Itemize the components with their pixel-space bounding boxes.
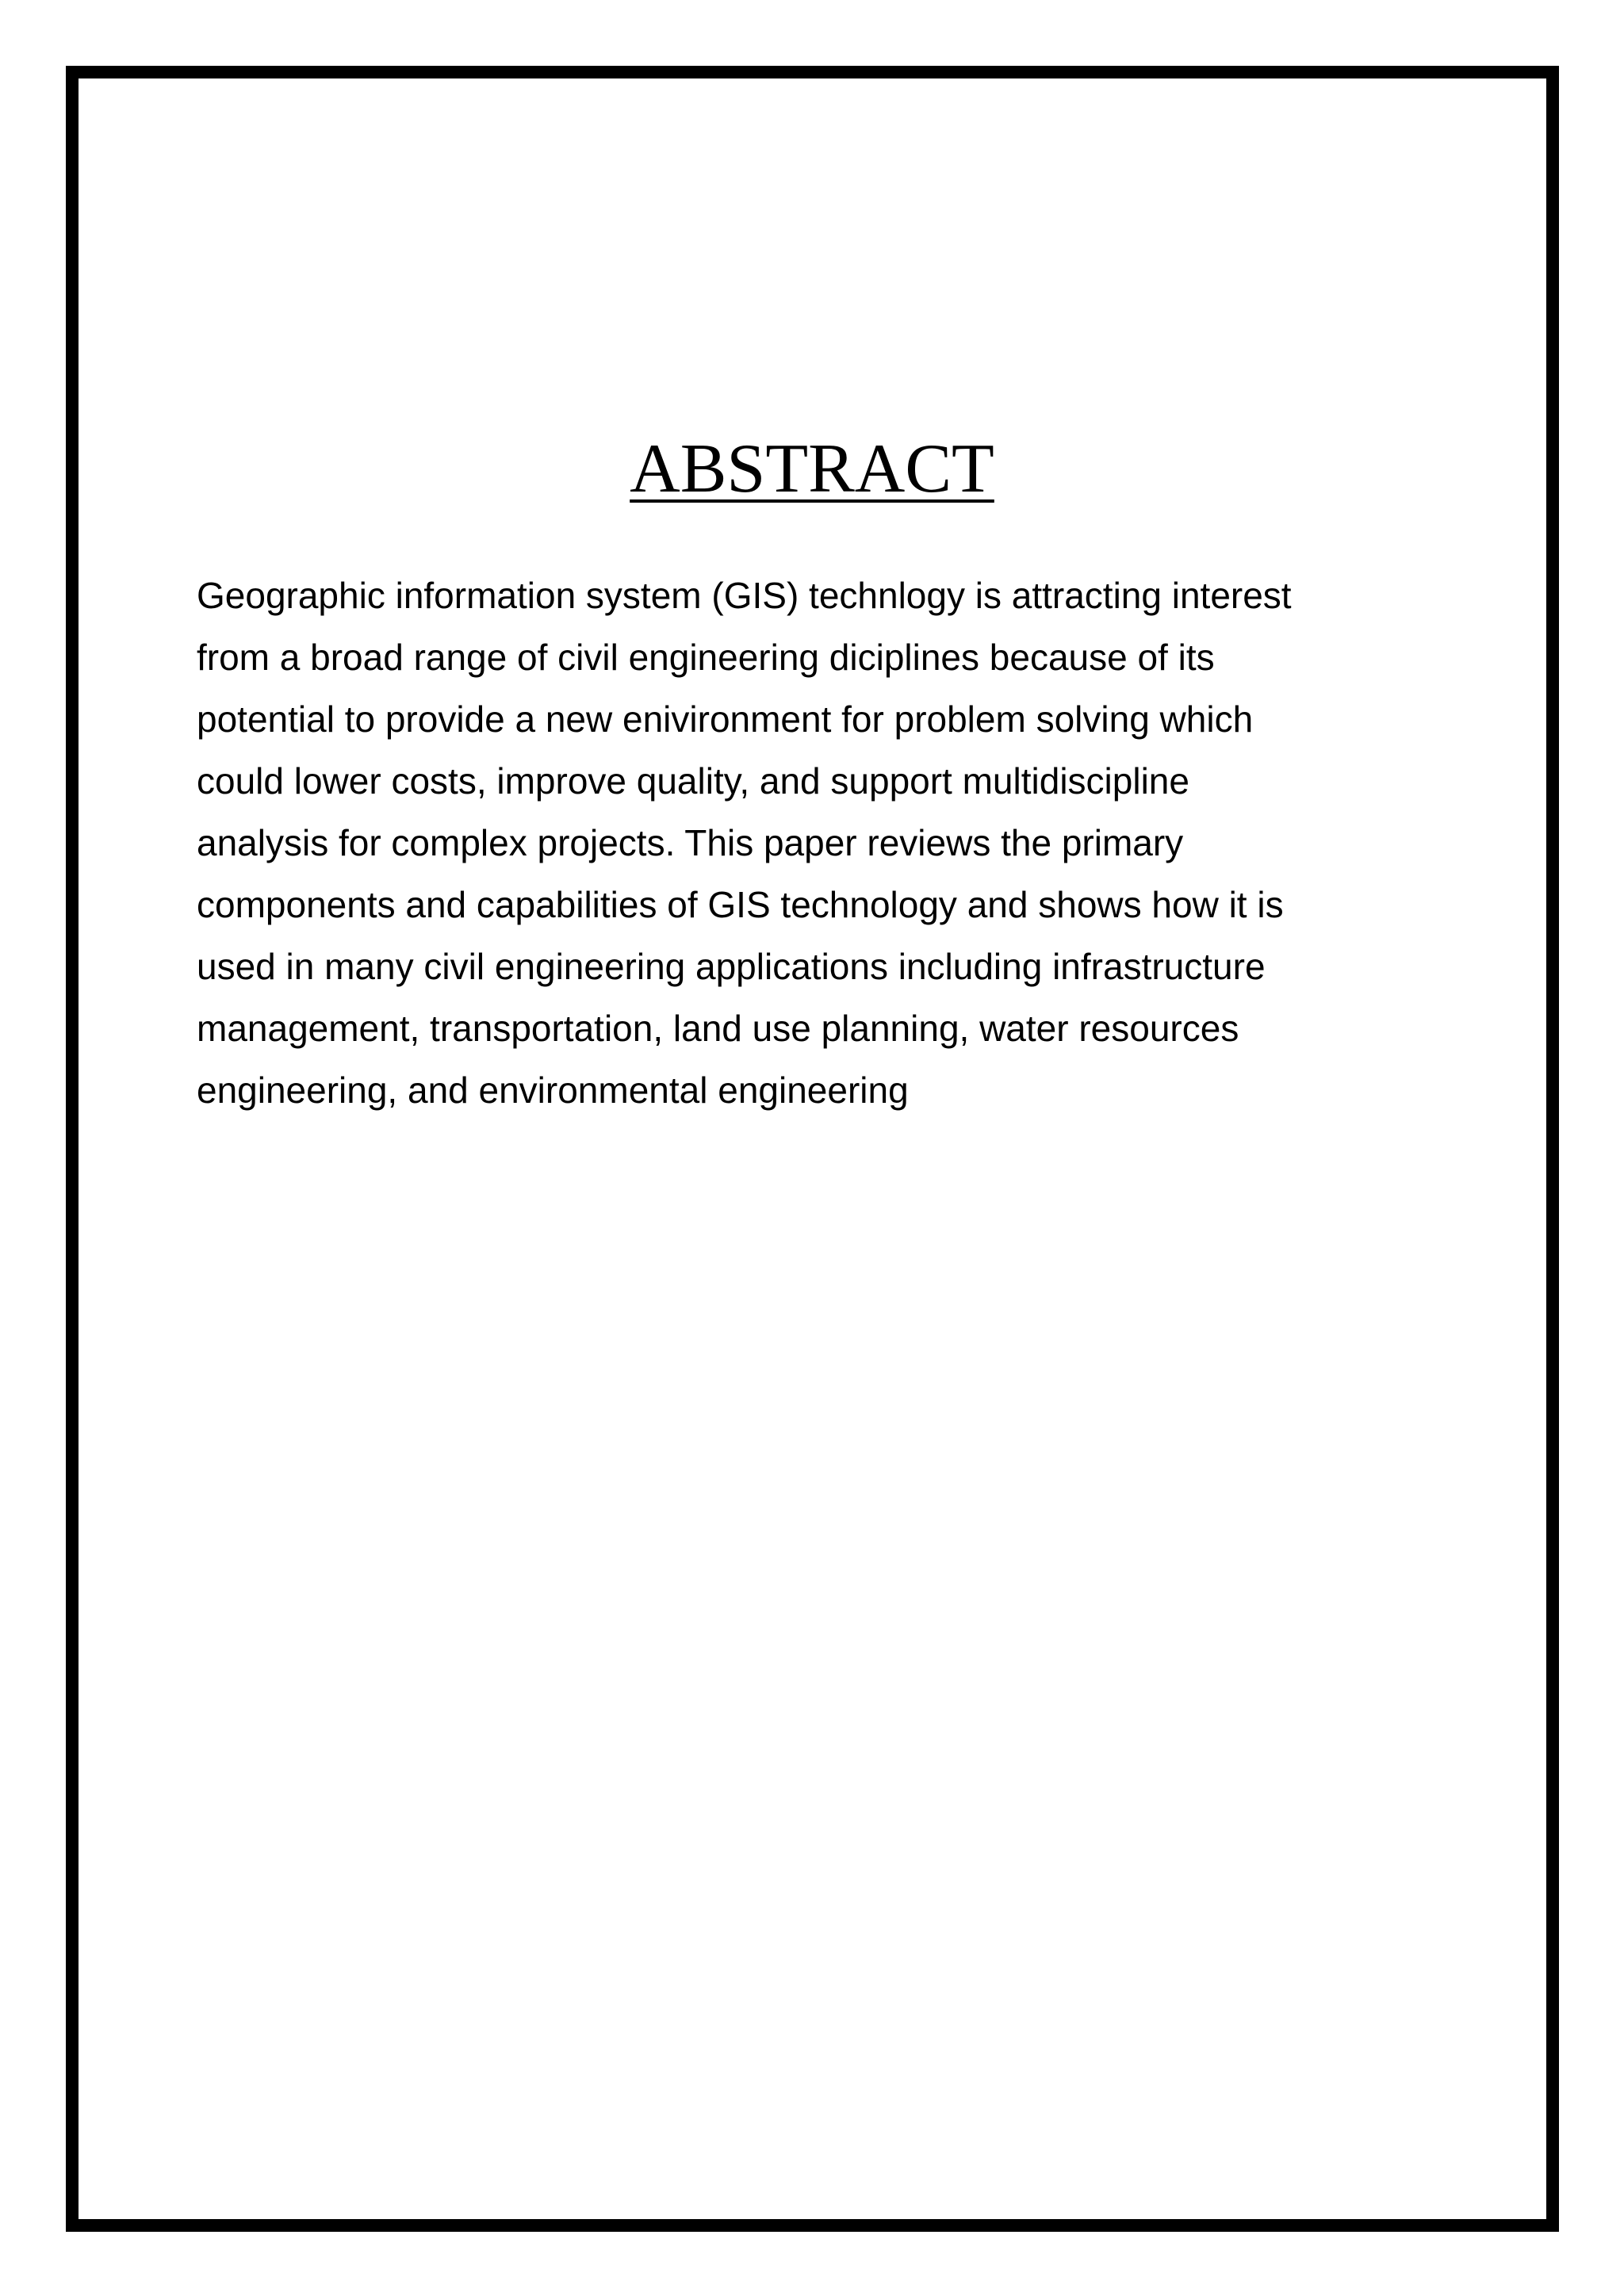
- abstract-line: Geographic information system (GIS) technlogy is attracting interest: [197, 575, 1292, 616]
- abstract-line: engineering, and environmental engineering: [197, 1070, 909, 1111]
- abstract-line: potential to provide a new enivironment for problem solving which: [197, 698, 1254, 740]
- abstract-line: analysis for complex projects. This paper reviews the primary: [197, 822, 1184, 863]
- abstract-heading: [0, 430, 1624, 507]
- page-border: [66, 66, 1559, 2232]
- abstract-body: [197, 564, 1434, 1121]
- abstract-line: used in many civil engineering applications including infrastructure: [197, 946, 1266, 987]
- abstract-line: management, transportation, land use planning, water resources: [197, 1008, 1239, 1049]
- abstract-line: could lower costs, improve quality, and support multidiscipline: [197, 760, 1189, 802]
- abstract-line: from a broad range of civil engineering diciplines because of its: [197, 637, 1215, 678]
- abstract-line: components and capabilities of GIS technology and shows how it is: [197, 884, 1284, 925]
- abstract-heading-text: ABSTRACT: [630, 430, 994, 507]
